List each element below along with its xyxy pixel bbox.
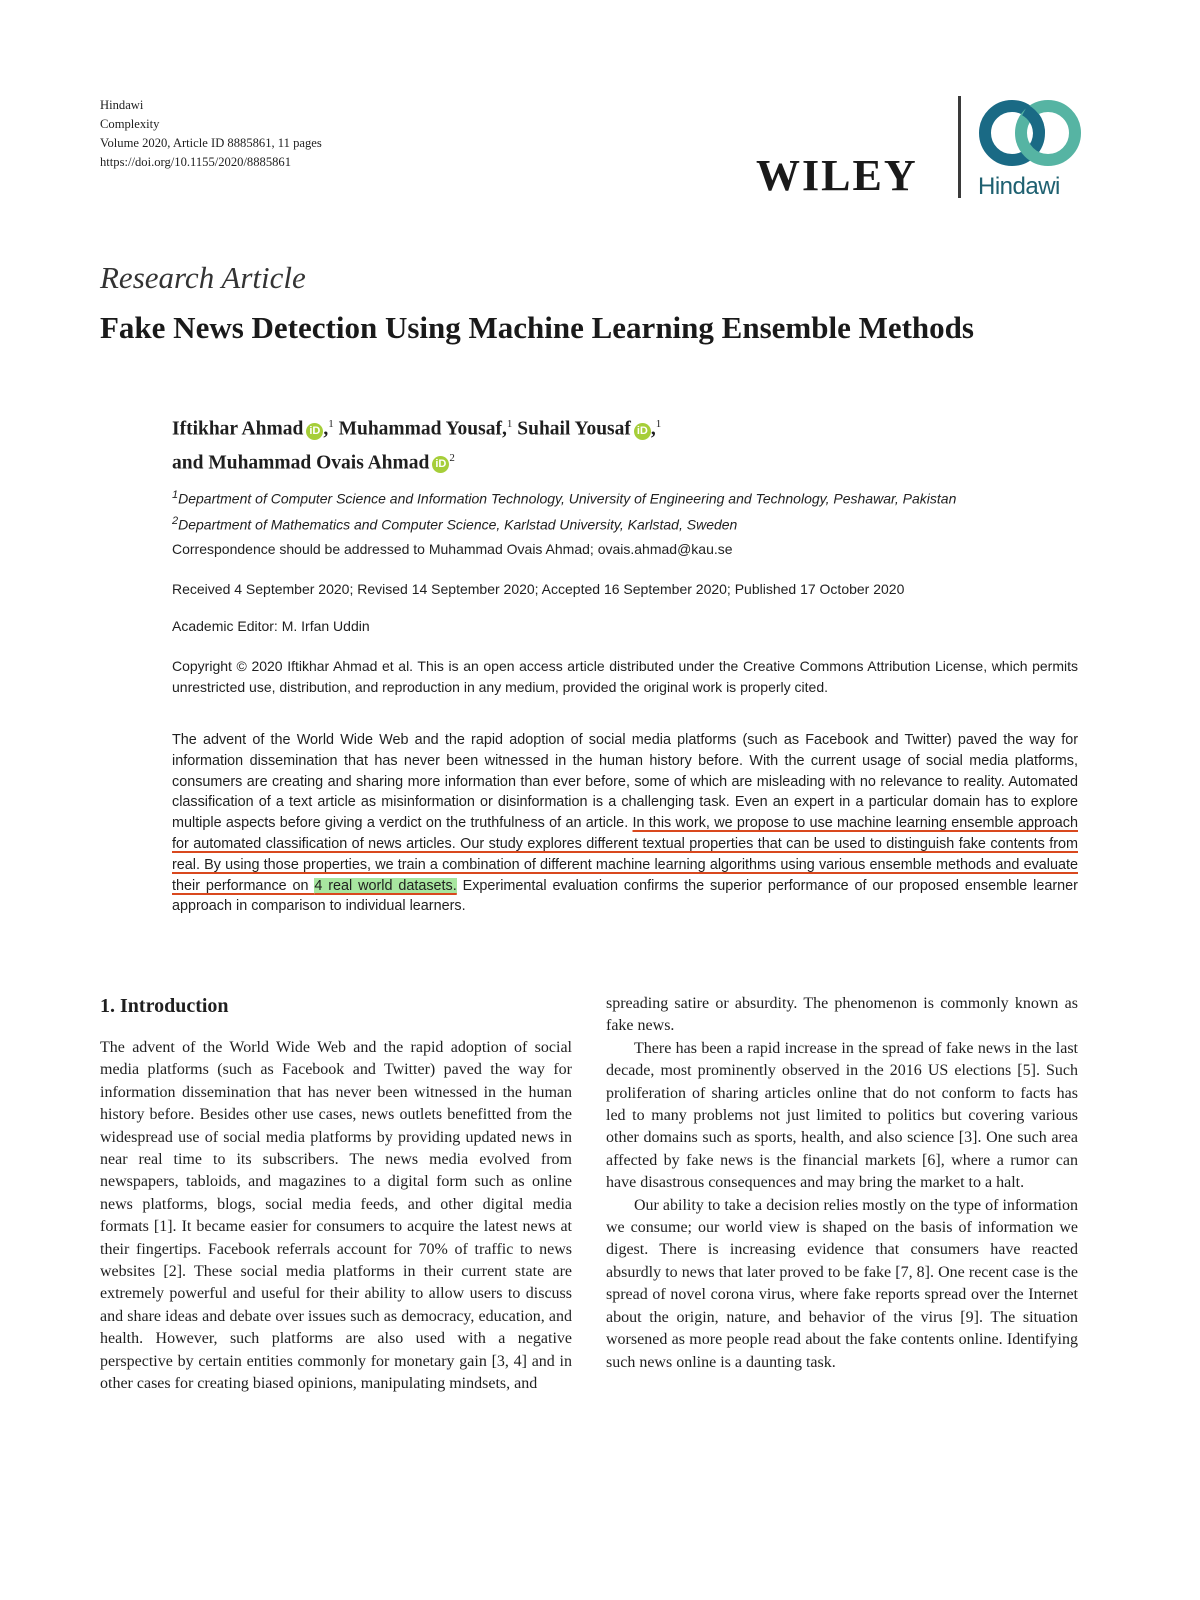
abstract-highlighted-text: 4 real world datasets. bbox=[314, 877, 457, 894]
affiliation-marker: 1 bbox=[506, 418, 513, 430]
author-name: and Muhammad Ovais Ahmad bbox=[172, 452, 430, 473]
academic-editor: Academic Editor: M. Irfan Uddin bbox=[172, 618, 370, 634]
body-column-left bbox=[100, 993, 572, 1396]
hindawi-rings-icon bbox=[978, 96, 1082, 170]
orcid-icon[interactable]: iD bbox=[306, 423, 323, 440]
journal-name: Complexity bbox=[100, 117, 160, 131]
affiliation-marker: 2 bbox=[449, 451, 455, 464]
body-paragraph: There has been a rapid increase in the spread of fake news in the last decade, most prominently observed in the 2016 US elections [5]. Such proliferation of sharing articles online that do not conform to facts has led to many problems not just limited to politics but covering various other domains such as sports, health, and also science [3]. One such area affected by fake news is the financial markets [6], where a rumor can have disastrous consequences and may bring the market to a halt. bbox=[606, 1039, 1078, 1192]
abstract-underlined-text: In this work, we propose to use machine learning ensemble approach for automated classification of news articles. Our study explores different textual properties that can be used to distinguish fake contents from real. By using those properties, we train a combination of different machine learning algorithms using various ensemble methods and evaluate their performance on bbox=[172, 815, 1078, 894]
author-line-2 bbox=[172, 444, 661, 478]
author-name: Iftikhar Ahmad bbox=[172, 418, 304, 440]
publisher-name: Hindawi bbox=[100, 98, 144, 112]
journal-metadata bbox=[100, 96, 322, 172]
doi-link[interactable]: https://doi.org/10.1155/2020/8885861 bbox=[100, 155, 292, 169]
affiliation-1: $^1$Department of Computer Science and Information Technology, University of Engineering and Technology, Peshawar, Pakistan bbox=[172, 489, 957, 507]
logo-divider bbox=[958, 96, 961, 198]
affiliation-2: $^2$Department of Mathematics and Computer Science, Karlstad University, Karlstad, Sweden bbox=[172, 514, 738, 533]
section-heading: 1. Introduction bbox=[100, 995, 229, 1017]
article-type: Research Article bbox=[100, 260, 306, 295]
copyright-notice: Copyright © 2020 Iftikhar Ahmad et al. This is an open access article distributed under the Creative Commons Attribution License, which permits unrestricted use, distribution, and reproduction in any medium, provided the original work is properly cited. bbox=[172, 658, 1078, 695]
hindawi-logo-text: Hindawi bbox=[978, 173, 1060, 200]
abstract-text: The advent of the World Wide Web and the rapid adoption of social media platforms (such as Facebook and Twitter) paved the way for information dissemination that has never been witnessed in the human history before. With the current usage of social media platforms, consumers are creating and sharing more information than ever before, some of which are misleading with no relevance to reality. Automated classification of a text article as misinformation or disinformation is a challenging task. Even an expert in a particular domain has to explore multiple aspects before giving a verdict on the truthfulness of an article. bbox=[172, 732, 1078, 832]
paper-title: Fake News Detection Using Machine Learning Ensemble Methods bbox=[100, 310, 974, 345]
abstract bbox=[172, 730, 1078, 917]
affiliation-marker: 1 bbox=[328, 418, 334, 430]
orcid-icon[interactable]: iD bbox=[634, 423, 651, 440]
author-list bbox=[172, 410, 661, 477]
body-column-right bbox=[606, 993, 1078, 1374]
orcid-icon[interactable]: iD bbox=[432, 456, 449, 473]
body-paragraph: Our ability to take a decision relies mostly on the type of information we consume; our world view is shaped on the basis of information we digest. There is increasing evidence that consumers have reacted absurdly to news that later proved to be fake [7, 8]. One recent case is the spread of novel corona virus, where fake reports spread over the Internet about the origin, nature, and behavior of the virus [9]. The situation worsened as more people read about the fake contents online. Identifying such news online is a daunting task. bbox=[606, 1196, 1078, 1371]
abstract-text-end: Experimental evaluation confirms the superior performance of our proposed ensemble learner approach in comparison to individual learners. bbox=[172, 877, 1078, 915]
affiliations bbox=[172, 484, 956, 535]
volume-info: Volume 2020, Article ID 8885861, 11 pages bbox=[100, 136, 322, 150]
author-name: Muhammad Yousaf, bbox=[338, 418, 507, 440]
correspondence: Correspondence should be addressed to Muhammad Ovais Ahmad; ovais.ahmad@kau.se bbox=[172, 541, 733, 557]
publisher-logos bbox=[756, 96, 1086, 206]
publication-dates: Received 4 September 2020; Revised 14 September 2020; Accepted 16 September 2020; Published 17 October 2020 bbox=[172, 581, 905, 597]
body-paragraph: spreading satire or absurdity. The phenomenon is commonly known as fake news. bbox=[606, 995, 1078, 1035]
body-paragraph: The advent of the World Wide Web and the rapid adoption of social media platforms (such as Facebook and Twitter) paved the way for information dissemination that has never been witnessed in the human history before. Besides other use cases, news outlets benefitted from the widespread use of social media platforms by providing updated news in near real time to its subscribers. The news media evolved from newspapers, tabloids, and magazines to a digital form such as online news platforms, blogs, social media feeds, and other digital media formats [1]. It became easier for consumers to acquire the latest news at their fingertips. Facebook referrals account for 70% of traffic to news websites [2]. These social media platforms in their current state are extremely powerful and useful for their ability to allow users to discuss and share ideas and debate over issues such as democracy, education, and health. However, such platforms are also used with a negative perspective by certain entities commonly for monetary gain [3, 4] and in other cases for creating biased opinions, manipulating mindsets, and bbox=[100, 1039, 572, 1393]
author-line-1: Iftikhar Ahmad iD ,$^1$ Muhammad Yousaf,$^1$ Suhail Yousaf iD ,$^1$ bbox=[172, 418, 662, 440]
affiliation-marker: 1 bbox=[655, 418, 662, 430]
wiley-logo: WILEY bbox=[756, 151, 918, 200]
author-name: Suhail Yousaf bbox=[517, 418, 631, 440]
